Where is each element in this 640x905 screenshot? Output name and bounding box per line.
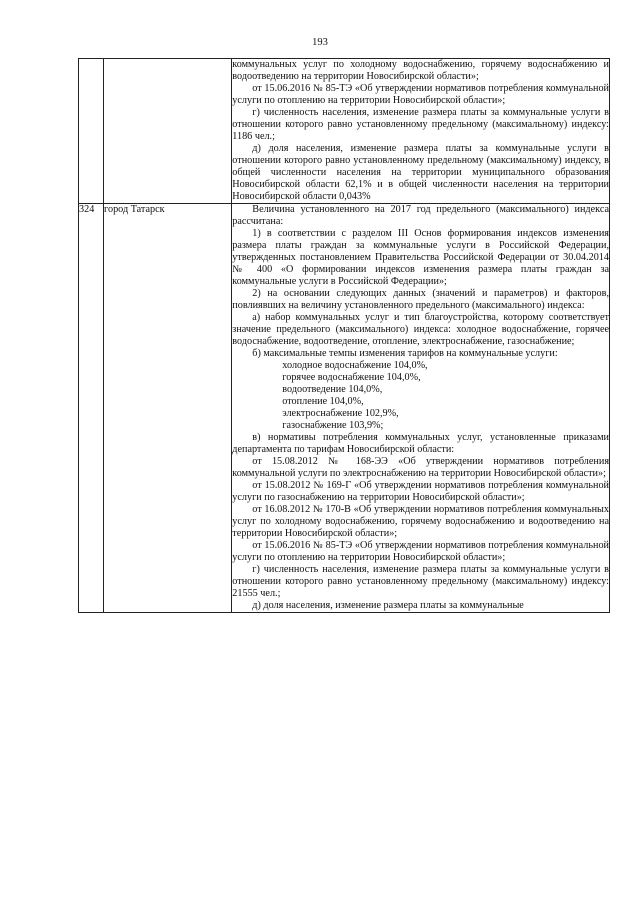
paragraph: от 15.08.2012 № 168-ЭЭ «Об утверждении нормативов потребления коммунальной услуги по электроснабжению на территории Новосибирской области»; xyxy=(232,456,609,479)
paragraph: от 15.08.2012 № 169-Г «Об утверждении нормативов потребления коммунальной услуги по газоснабжению на территории Новосибирской области»; xyxy=(232,480,609,503)
tariff-list-item: водоотведение 104,0%, xyxy=(282,384,383,395)
municipality-name: город Татарск xyxy=(104,204,232,613)
paragraph: г) численность населения, изменение размера платы за коммунальные услуги в отношении которого равно установленному предельному (максимальному) индексу: 1186 чел.; xyxy=(232,107,609,142)
description-cell xyxy=(232,59,610,204)
paragraph: 1) в соответствии с разделом III Основ формирования индексов изменения размера платы граждан за коммунальные услуги в Российской Федерации, утвержденных постановлением Правительства Российской Федерации от 30.04.2014 № 400 «О формировании индексов изменения размера платы граждан за коммунальные услуги в Российской Федерации»; xyxy=(232,228,609,287)
tariff-list-item: горячее водоснабжение 104,0%, xyxy=(282,372,421,383)
description-cell xyxy=(232,204,610,613)
paragraph: б) максимальные темпы изменения тарифов на коммунальные услуги: xyxy=(252,348,558,359)
table-row xyxy=(79,204,610,613)
paragraph: в) нормативы потребления коммунальных услуг, установленные приказами департамента по тарифам Новосибирской области: xyxy=(232,432,609,455)
municipality-name xyxy=(104,59,232,204)
paragraph: д) доля населения, изменение размера платы за коммунальные xyxy=(252,600,524,611)
paragraph: а) набор коммунальных услуг и тип благоустройства, которому соответствует значение предельного (максимального) индекса: холодное водоснабжение, горячее водоснабжение, водоотведение, отопление, электроснабжение, газоснабжение; xyxy=(232,312,609,347)
tariff-list-item: холодное водоснабжение 104,0%, xyxy=(282,360,428,371)
paragraph: от 16.08.2012 № 170-В «Об утверждении нормативов потребления коммунальных услуг по холодному водоснабжению, горячему водоснабжению и водоотведению на территории Новосибирской области»; xyxy=(232,504,609,539)
tariff-list-item: электроснабжение 102,9%, xyxy=(282,408,399,419)
row-number xyxy=(79,59,104,204)
paragraph: 2) на основании следующих данных (значений и параметров) и факторов, повлиявших на величину установленного предельного (максимального) индекса: xyxy=(232,288,609,311)
paragraph: коммунальных услуг по холодному водоснабжению, горячему водоснабжению и водоотведению на территории Новосибирской области»; xyxy=(232,59,609,82)
paragraph: от 15.06.2016 № 85-ТЭ «Об утверждении нормативов потребления коммунальной услуги по отоплению на территории Новосибирской области»; xyxy=(232,83,609,106)
paragraph: от 15.06.2016 № 85-ТЭ «Об утверждении нормативов потребления коммунальной услуги по отоплению на территории Новосибирской области»; xyxy=(232,540,609,563)
paragraph: д) доля населения, изменение размера платы за коммунальные услуги в отношении которого равно установленному предельному (максимальному) индексу, в общей численности населения на территории муниципального образования Новосибирской области 62,1% и в общей численности населения на территории Новосибирской области 0,043% xyxy=(232,143,609,202)
document-table xyxy=(78,58,610,613)
page-number: 193 xyxy=(312,37,328,48)
tariff-list-item: отопление 104,0%, xyxy=(282,396,364,407)
paragraph: Величина установленного на 2017 год предельного (максимального) индекса рассчитана: xyxy=(232,204,609,227)
tariff-list-item: газоснабжение 103,9%; xyxy=(282,420,384,431)
table-row xyxy=(79,59,610,204)
row-number: 324 xyxy=(79,204,104,613)
paragraph: г) численность населения, изменение размера платы за коммунальные услуги в отношении которого равно установленному предельному (максимальному) индексу: 21555 чел.; xyxy=(232,564,609,599)
